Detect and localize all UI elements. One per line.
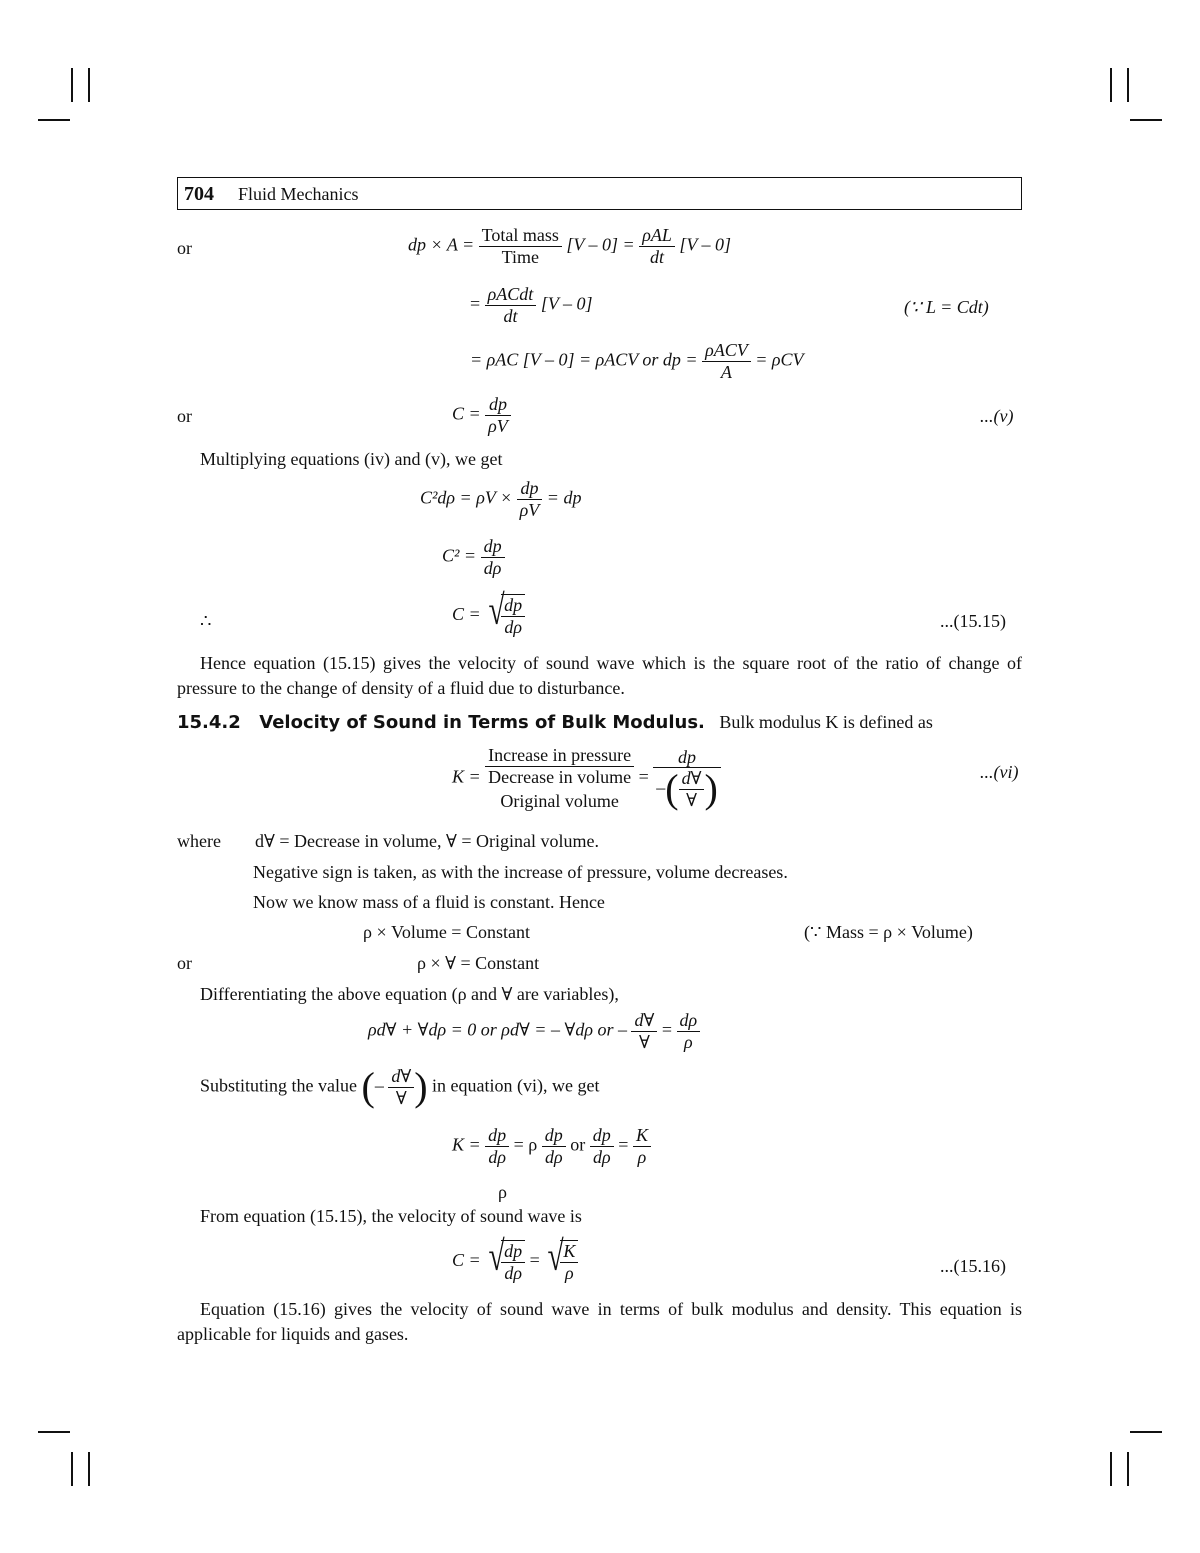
- crop-mark: [1110, 1452, 1112, 1486]
- equation-12-denominator: ρ: [498, 1182, 507, 1202]
- therefore-symbol: ∴: [200, 611, 212, 631]
- crop-mark: [1127, 68, 1129, 102]
- equation-tag: ...(15.15): [940, 611, 1006, 631]
- crop-mark: [88, 1452, 90, 1486]
- equation-tag: ...(vi): [980, 762, 1019, 782]
- equation-note: (∵ L = Cdt): [904, 297, 989, 317]
- book-title: Fluid Mechanics: [238, 184, 359, 204]
- equation-12: K = $\frac{dp}{d\rho}$ = ρ $\frac{dp}{d\rho}$ or $\frac{dp}{d\rho}$ = $\frac{K}{\rho}$: [452, 1125, 651, 1167]
- paragraph-negative: Negative sign is taken, as with the increase of pressure, volume decreases.: [253, 862, 788, 882]
- paragraph-final: Equation (15.16) gives the velocity of sound wave in terms of bulk modulus and density. This equation is applicable for liquids and gases.: [177, 1299, 1022, 1344]
- where-definition: d∀ = Decrease in volume, ∀ = Original volume.: [255, 831, 599, 851]
- crop-mark: [1130, 119, 1162, 121]
- paragraph-substituting: Substituting the value (– $\frac{d\forall}{\forall}$ ) in equation (vi), we get: [200, 1064, 600, 1110]
- crop-mark: [1130, 1431, 1162, 1433]
- paragraph-hence: Hence equation (15.15) gives the velocity of sound wave which is the square root of the ratio of change of pressure to the change of density of a fluid due to disturbance.: [177, 653, 1022, 698]
- equation-9: ρ × Volume = Constant: [363, 922, 530, 942]
- equation-5: C²dρ = ρV × $\frac{dp}{\rho V}$ = dp: [420, 478, 582, 520]
- equation-4: C = $\frac{dp}{\rho V}$: [452, 394, 511, 436]
- equation-6: C² = $\frac{dp}{d\rho}$: [442, 536, 505, 578]
- page-number: 704: [184, 183, 214, 205]
- section-heading: 15.4.2 Velocity of Sound in Terms of Bulk Modulus. Bulk modulus K is defined as: [177, 712, 933, 733]
- equation-11: ρd∀ + ∀dρ = 0 or ρd∀ = – ∀dρ or – $\frac{d\forall}{\forall}$ = $\frac{d\rho}{\rho}$: [368, 1010, 700, 1052]
- crop-mark: [71, 68, 73, 102]
- crop-mark: [38, 1431, 70, 1433]
- crop-mark: [1110, 68, 1112, 102]
- equation-3: = ρAC [V – 0] = ρACV or dp = $\frac{\text{ρACV}}{A}$ = ρCV: [470, 340, 804, 382]
- equation-10: ρ × ∀ = Constant: [417, 953, 540, 973]
- label-where: where: [177, 831, 221, 851]
- equation-tag: ...(v): [980, 406, 1014, 426]
- equation-tag: ...(15.16): [940, 1256, 1006, 1276]
- label-or: or: [177, 238, 192, 258]
- equation-note: (∵ Mass = ρ × Volume): [804, 922, 973, 942]
- label-or: or: [177, 953, 192, 973]
- equation-13: C = √ $\frac{dp}{d\rho}$ = √ $\frac{K}{\rho}$: [452, 1240, 578, 1283]
- page-header: [177, 177, 1022, 210]
- crop-mark: [88, 68, 90, 102]
- equation-2: = $\frac{\text{ρACdt}}{dt}$ [V – 0]: [470, 284, 593, 326]
- crop-mark: [38, 119, 70, 121]
- label-or: or: [177, 406, 192, 426]
- crop-mark: [1127, 1452, 1129, 1486]
- paragraph-differentiating: Differentiating the above equation (ρ and ∀ are variables),: [200, 984, 619, 1004]
- equation-1: dp × A = $\frac{\text{Total mass}}{\text{Time}}$ [V – 0] = $\frac{\text{ρAL}}{dt}$ [V – 0]: [408, 225, 732, 267]
- equation-8: K = Increase in pressure Decrease in volume Original volume = dp –( $\frac{d\forall}{\forall}$ ): [452, 745, 721, 812]
- paragraph-multiplying: Multiplying equations (iv) and (v), we get: [200, 449, 503, 469]
- paragraph-from: From equation (15.15), the velocity of sound wave is: [200, 1206, 582, 1226]
- paragraph-now: Now we know mass of a fluid is constant. Hence: [253, 892, 605, 912]
- crop-mark: [71, 1452, 73, 1486]
- equation-7: C = √ $\frac{dp}{d\rho}$: [452, 594, 525, 637]
